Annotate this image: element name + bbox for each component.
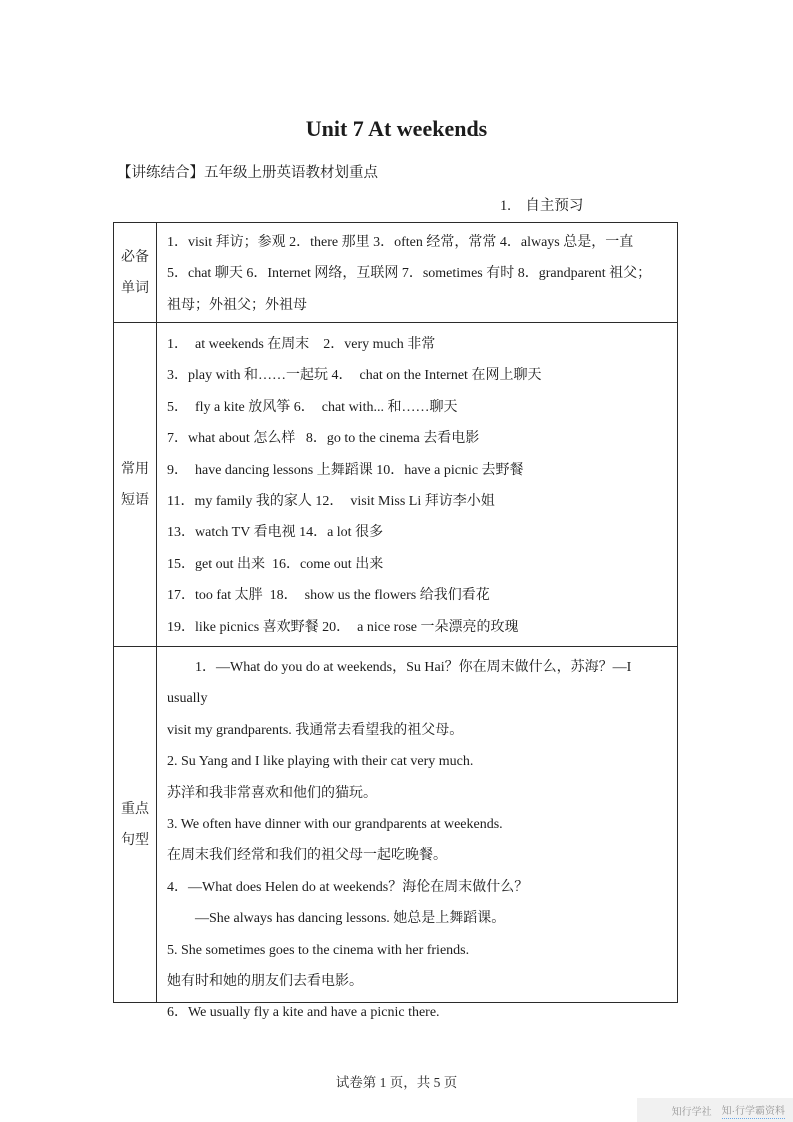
- table-row-common-phrases: [114, 323, 677, 647]
- content-line: 11．my family 我的家人 12． visit Miss Li 拜访李小姐: [167, 494, 495, 510]
- row-header-essential-words: [114, 223, 157, 322]
- content-line: 19．like picnics 喜欢野餐 20． a nice rose 一朵漂亮的玫瑰: [167, 619, 519, 635]
- section-heading: 1. 自主预习: [500, 198, 584, 214]
- content-line: 3. We often have dinner with our grandparents at weekends.: [167, 817, 503, 833]
- page-footer: 试卷第 1 页，共 5 页: [335, 1075, 458, 1090]
- content-line: 15．get out 出来 16．come out 出来: [167, 556, 384, 572]
- page-title: Unit 7 At weekends: [305, 116, 488, 141]
- row-header-line: 短语: [121, 492, 149, 508]
- row-content-common-phrases: [157, 323, 677, 646]
- table-row-essential-words: [114, 223, 677, 323]
- row-header-line: 单词: [121, 280, 149, 296]
- row-header-line: 重点: [121, 801, 149, 817]
- content-line: 她有时和她的朋友们去看电影。: [167, 974, 363, 990]
- content-line: 5. She sometimes goes to the cinema with her friends.: [167, 942, 470, 958]
- content-line: 7．what about 怎么样 8．go to the cinema 去看电影: [167, 431, 480, 447]
- watermark: [637, 1098, 793, 1122]
- watermark-right-text: 知·行学霸资料: [722, 1102, 785, 1119]
- content-line: 17．too fat 太胖 18． show us the flowers 给我们看花: [167, 588, 490, 604]
- row-header-key-sentences: [114, 647, 157, 1002]
- row-header-line: 句型: [121, 832, 149, 848]
- content-line: 在周末我们经常和我们的祖父母一起吃晚餐。: [167, 848, 447, 864]
- content-line: 2. Su Yang and I like playing with their cat very much.: [167, 754, 474, 770]
- content-line: 5． fly a kite 放风筝 6． chat with... 和……聊天: [167, 399, 458, 415]
- content-line: —She always has dancing lessons. 她总是上舞蹈课。: [167, 911, 506, 927]
- content-line: 1． at weekends 在周末 2．very much 非常: [167, 337, 436, 352]
- content-line: 1．visit 拜访；参观 2．there 那里 3．often 经常，常常 4．always 总是，一直: [167, 235, 634, 250]
- content-line: 苏洋和我非常喜欢和他们的猫玩。: [167, 785, 377, 801]
- watermark-left-text: 知行学社: [671, 1106, 712, 1118]
- row-header-line: 必备: [121, 249, 149, 265]
- row-content-key-sentences: [157, 647, 677, 1021]
- content-line: 1．—What do you do at weekends，Su Hai？你在周末做什么，苏海？—I usually: [167, 660, 635, 707]
- content-line: 3．play with 和……一起玩 4． chat on the Internet 在网上聊天: [167, 368, 542, 384]
- row-header-common-phrases: [114, 323, 157, 646]
- content-line: 5．chat 聊天 6．Internet 网络，互联网 7．sometimes 有时 8．grandparent 祖父；: [167, 266, 652, 282]
- content-line: visit my grandparents. 我通常去看望我的祖父母。: [167, 722, 464, 738]
- content-line: 祖母；外祖父；外祖母: [167, 297, 307, 313]
- study-table: [113, 222, 678, 1021]
- content-line: 9． have dancing lessons 上舞蹈课 10．have a picnic 去野餐: [167, 462, 524, 478]
- content-line: 6．We usually fly a kite and have a picnic there.: [167, 1005, 440, 1021]
- table-row-key-sentences: [114, 647, 677, 1021]
- content-line: 4．—What does Helen do at weekends？海伦在周末做什么？: [167, 879, 529, 895]
- row-header-line: 常用: [121, 461, 149, 477]
- content-line: 13．watch TV 看电视 14．a lot 很多: [167, 525, 384, 541]
- subtitle: 【讲练结合】五年级上册英语教材划重点: [117, 165, 378, 181]
- row-content-essential-words: [157, 223, 677, 322]
